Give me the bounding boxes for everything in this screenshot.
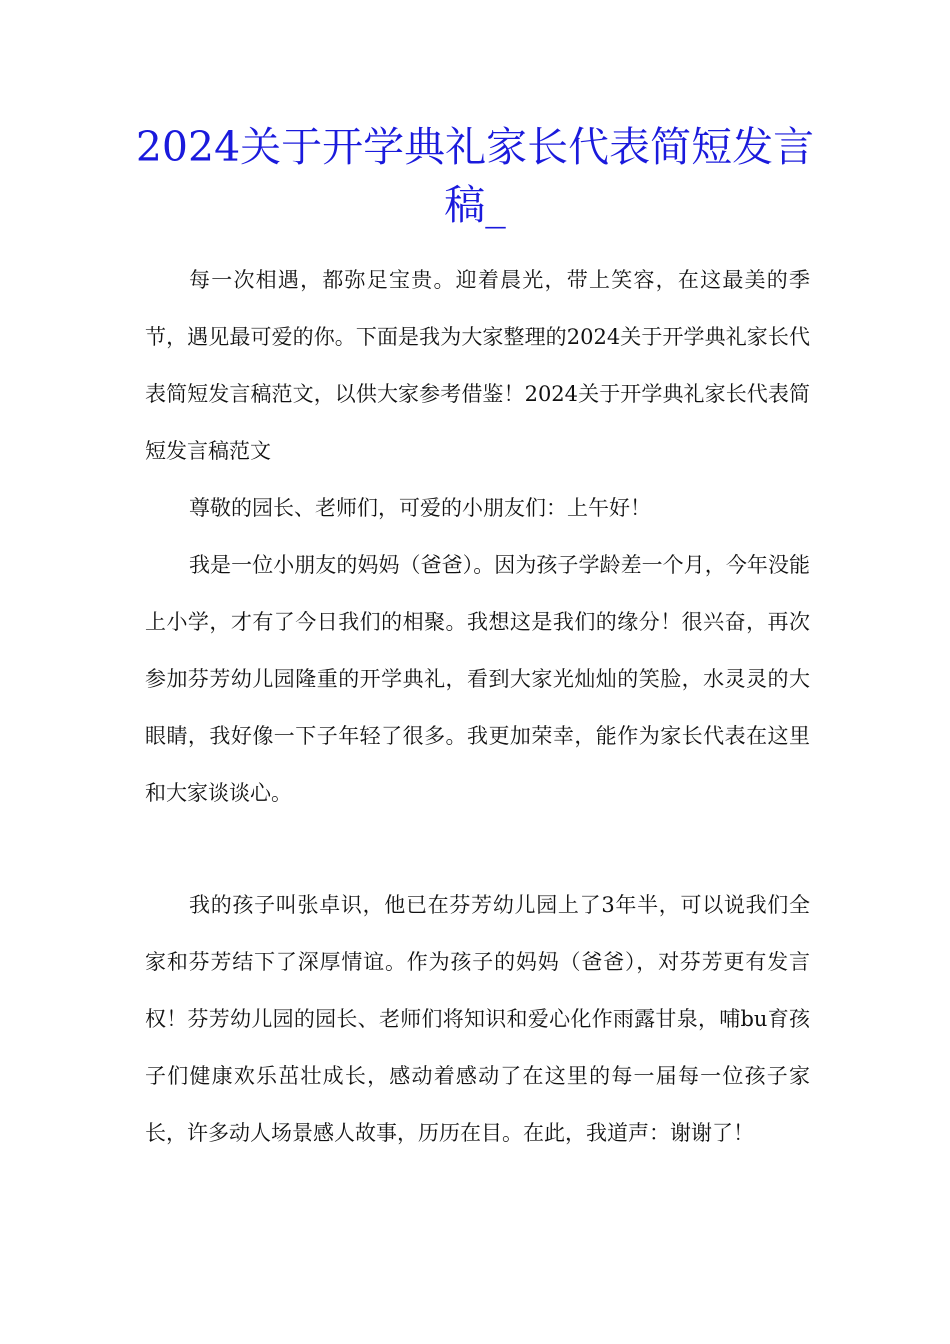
paragraph-child: 我的孩子叫张卓识，他已在芬芳幼儿园上了3年半，可以说我们全家和芬芳结下了深厚情谊。作为孩子的妈妈（爸爸），对芬芳更有发言权！芬芳幼儿园的园长、老师们将知识和爱心化作雨露甘泉，哺bu育孩子们健康欢乐茁壮成长，感动着感动了在这里的每一届每一位孩子家长，许多动人场景感人故事，历历在目。在此，我道声：谢谢了！ [145,893,810,1145]
paragraph-intro: 每一次相遇，都弥足宝贵。迎着晨光，带上笑容，在这最美的季节，遇见最可爱的你。下面是我为大家整理的2024关于开学典礼家长代表简短发言稿范文，以供大家参考借鉴！2024关于开学典礼家长代表简短发言稿范文 [145,268,810,463]
document-body [145,252,810,1162]
paragraph-self-intro: 我是一位小朋友的妈妈（爸爸）。因为孩子学龄差一个月，今年没能上小学，才有了今日我们的相聚。我想这是我们的缘分！很兴奋，再次参加芬芳幼儿园隆重的开学典礼，看到大家光灿灿的笑脸，水灵灵的大眼睛，我好像一下子年轻了很多。我更加荣幸，能作为家长代表在这里和大家谈谈心。 [145,553,810,805]
document-title: 2024关于开学典礼家长代表简短发言稿_ [135,123,815,229]
paragraph-gap [145,822,810,877]
paragraph-greeting: 尊敬的园长、老师们，可爱的小朋友们：上午好！ [189,496,651,520]
